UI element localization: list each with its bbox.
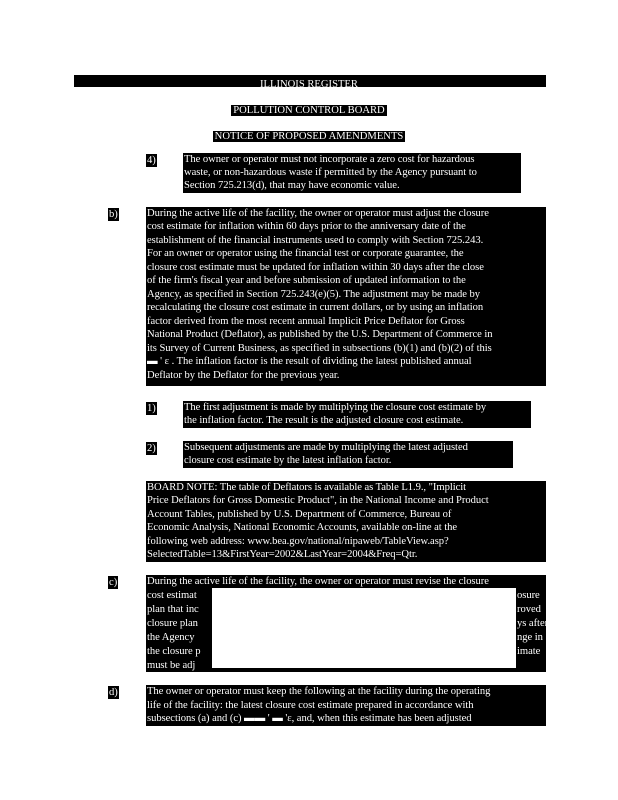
item-d-label: d) <box>109 687 118 698</box>
item-4-line: Section 725.213(d), that may have economic value. <box>184 180 400 191</box>
item-c-fragment: nge in <box>517 632 543 643</box>
board-note-line: SelectedTable=13&FirstYear=2002&LastYear=2004&Freq=Qtr. <box>147 549 418 560</box>
item-b-line: For an owner or operator using the financial test or corporate guarantee, the <box>147 248 464 259</box>
redaction-box <box>212 588 516 668</box>
item-b-line: ▬ ' ɛ . The inflation factor is the result of dividing the latest published annual <box>147 356 472 367</box>
item-4-line: waste, or non-hazardous waste if permitted by the Agency pursuant to <box>184 167 477 178</box>
notice-title: NOTICE OF PROPOSED AMENDMENTS <box>214 131 404 142</box>
item-b-line: factor derived from the most recent annual Implicit Price Deflator for Gross <box>147 316 465 327</box>
item-4-label: 4) <box>147 155 156 166</box>
item-c-line: cost estimat <box>147 590 197 601</box>
item-b-line: closure cost estimate must be updated for inflation within 30 days after the close <box>147 262 484 273</box>
item-2-line: closure cost estimate by the latest inflation factor. <box>184 455 392 466</box>
item-c-fragment: roved <box>517 604 541 615</box>
item-1-line: The first adjustment is made by multiplying the closure cost estimate by <box>184 402 487 413</box>
board-note-line: Account Tables, published by U.S. Department of Commerce, Bureau of <box>147 509 452 520</box>
item-c-line: plan that inc <box>147 604 199 615</box>
item-b-line: Deflator by the Deflator for the previous year. <box>147 370 340 381</box>
register-title: ILLINOIS REGISTER <box>260 79 358 90</box>
item-b-line: National Product (Deflator), as published by the U.S. Department of Commerce in <box>147 329 493 340</box>
item-2-label: 2) <box>147 443 156 454</box>
item-c-fragment: ys after <box>517 618 549 629</box>
item-c-fragment: imate <box>517 646 541 657</box>
board-title: POLLUTION CONTROL BOARD <box>233 105 385 116</box>
board-note-line: following web address: www.bea.gov/national/nipaweb/TableView.asp? <box>147 536 449 547</box>
item-c-fragment: osure <box>517 590 540 601</box>
item-c-line: the closure p <box>147 646 201 657</box>
item-c-line: must be adj <box>147 660 196 671</box>
item-b-line: of the firm's fiscal year and before submission of updated information to the <box>147 275 466 286</box>
item-d-line: The owner or operator must keep the following at the facility during the operating <box>147 686 491 697</box>
item-c-label: c) <box>109 577 118 588</box>
item-1-label: 1) <box>147 403 156 414</box>
item-d-line: life of the facility: the latest closure cost estimate prepared in accordance with <box>147 700 474 711</box>
board-note-line: BOARD NOTE: The table of Deflators is available as Table L1.9., "Implicit <box>147 482 467 493</box>
board-note-line: Price Deflators for Gross Domestic Product", in the National Income and Product <box>147 495 489 506</box>
item-b-label: b) <box>109 209 118 220</box>
item-b-line: its Survey of Current Business, as specified in subsections (b)(1) and (b)(2) of this <box>147 343 492 354</box>
item-2-line: Subsequent adjustments are made by multiplying the latest adjusted <box>184 442 468 453</box>
item-b-line: recalculating the closure cost estimate in current dollars, or by using an inflation <box>147 302 484 313</box>
item-b-line: During the active life of the facility, the owner or operator must adjust the closure <box>147 208 489 219</box>
item-b-line: cost estimate for inflation within 60 days prior to the anniversary date of the <box>147 221 466 232</box>
item-b-line: Agency, as specified in Section 725.243(e)(5). The adjustment may be made by <box>147 289 481 300</box>
item-c-line: the Agency <box>147 632 195 643</box>
item-d-line: subsections (a) and (c) ▬▬ ' ▬ 'ɛ, and, when this estimate has been adjusted <box>147 713 472 724</box>
item-c-line: During the active life of the facility, the owner or operator must revise the closure <box>147 576 489 587</box>
item-1-line: the inflation factor. The result is the adjusted closure cost estimate. <box>184 415 464 426</box>
item-4-line: The owner or operator must not incorporate a zero cost for hazardous <box>184 154 475 165</box>
item-b-line: establishment of the financial instruments used to comply with Section 725.243. <box>147 235 484 246</box>
board-note-line: Economic Analysis, National Economic Accounts, available on-line at the <box>147 522 458 533</box>
item-c-line: closure plan <box>147 618 198 629</box>
